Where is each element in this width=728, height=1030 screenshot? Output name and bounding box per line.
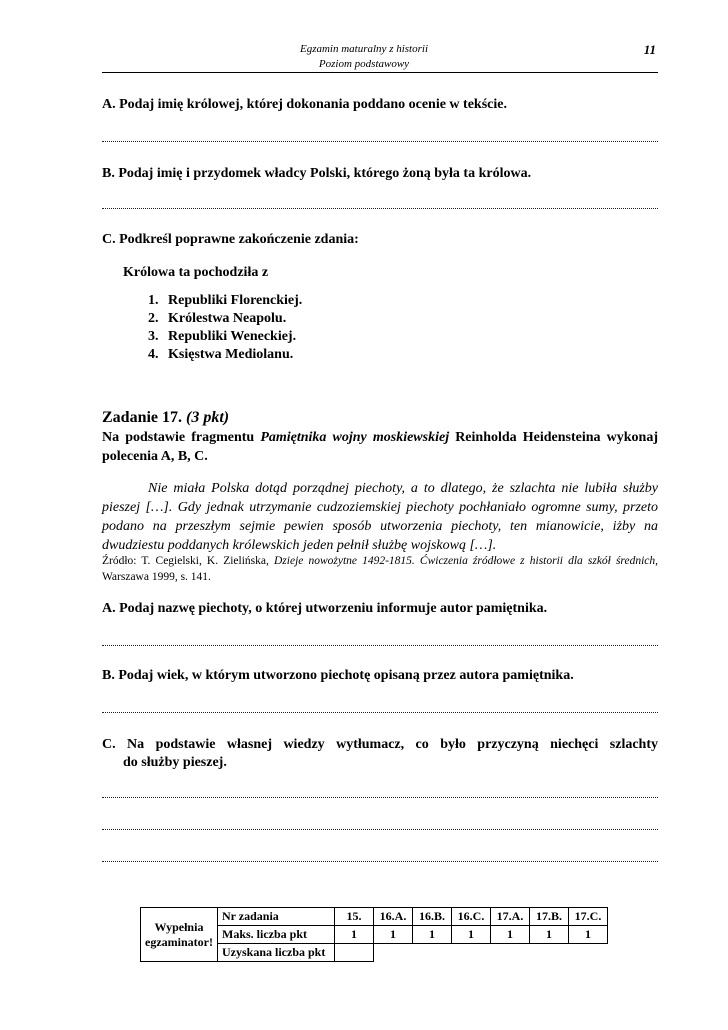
question-17c-line2: do służby pieszej. [123, 755, 227, 770]
max-points-cell: 1 [569, 926, 608, 944]
instruction-pre: Na podstawie fragmentu [102, 430, 261, 445]
source-quote: Nie miała Polska dotąd porządnej piechoty, a to dlatego, że szlachta nie lubiła służby pieszej […]. Gdy jednak utrzymanie cudzoziemskiej piechoty pochłaniało ogromne sumy, przeto podano na przeszłym sejmie pewien sposób utworzenia piechoty, ten mianowicie, iżby na dwudziestu poddanych królewskich jeden pełnił służbę wojskową […]. [102, 481, 658, 553]
task-number-cell: 17.C. [569, 908, 608, 926]
header-divider [102, 72, 658, 73]
answer-line-17b[interactable] [102, 712, 658, 713]
row-label-obtained-points: Uzyskana liczba pkt [218, 944, 335, 962]
max-points-cell: 1 [413, 926, 452, 944]
option-number: 2. [148, 311, 159, 326]
option-number: 3. [148, 329, 159, 344]
max-points-cell: 1 [335, 926, 374, 944]
option-text: Republiki Florenckiej. [168, 293, 303, 308]
row-label-max-points: Maks. liczba pkt [218, 926, 335, 944]
examiner-label-1: Wypełnia [154, 919, 204, 934]
header-exam-title: Egzamin maturalny z historii [299, 43, 429, 55]
question-16a: A. Podaj imię królowej, której dokonania poddano ocenie w tekście. [102, 97, 507, 112]
source-citation [102, 553, 658, 585]
task-17-points: (3 pkt) [186, 409, 230, 426]
max-points-cell: 1 [452, 926, 491, 944]
answer-line-17c-1[interactable] [102, 797, 658, 798]
answer-line-17a[interactable] [102, 645, 658, 646]
question-16c-intro: Królowa ta pochodziła z [123, 265, 269, 280]
task-17-instruction [102, 428, 658, 466]
task-number-cell: 15. [335, 908, 374, 926]
task-number-cell: 17.B. [530, 908, 569, 926]
max-points-cell: 1 [530, 926, 569, 944]
header-level: Poziom podstawowy [318, 58, 410, 70]
row-label-task-number: Nr zadania [218, 908, 335, 926]
source-post: , Warszawa 1999, s. 141. [102, 555, 659, 583]
option-text: Księstwa Mediolanu. [168, 347, 294, 362]
instruction-post: Reinholda Heidensteina wykonaj polecenia A, B, C. [102, 430, 658, 464]
instruction-title: Pamiętnika wojny moskiewskiej [260, 430, 450, 445]
page-header [200, 42, 528, 72]
question-16b: B. Podaj imię i przydomek władcy Polski, którego żoną była ta królowa. [102, 166, 532, 181]
max-points-cell: 1 [491, 926, 530, 944]
task-17-label: Zadanie 17. [102, 409, 183, 426]
option-4[interactable] [148, 346, 302, 364]
max-points-cell: 1 [374, 926, 413, 944]
option-number: 4. [148, 347, 159, 362]
empty-area [374, 944, 608, 962]
option-text: Republiki Weneckiej. [168, 329, 297, 344]
answer-line-16b[interactable] [102, 208, 658, 209]
answer-line-17c-3[interactable] [102, 861, 658, 862]
question-17a: A. Podaj nazwę piechoty, o której utworzeniu informuje autor pamiętnika. [102, 601, 548, 616]
option-3[interactable] [148, 328, 302, 346]
question-17c-line1: C. Na podstawie własnej wiedzy wytłumacz, co było przyczyną niechęci szlachty [102, 737, 658, 752]
task-number-cell: 16.C. [452, 908, 491, 926]
option-text: Królestwa Neapolu. [168, 311, 287, 326]
source-title: Dzieje nowożytne 1492-1815. Ćwiczenia źródłowe z historii dla szkół średnich [273, 555, 656, 567]
task-number-cell: 17.A. [491, 908, 530, 926]
option-1[interactable] [148, 292, 302, 310]
task-17-title [102, 409, 229, 427]
task-number-cell: 16.A. [374, 908, 413, 926]
question-17b: B. Podaj wiek, w którym utworzono piechotę opisaną przez autora pamiętnika. [102, 668, 574, 683]
score-table [140, 907, 608, 962]
page-number: 11 [643, 42, 656, 57]
source-pre: Źródło: T. Cegielski, K. Zielińska, [102, 555, 274, 567]
task-number-cell: 16.B. [413, 908, 452, 926]
examiner-cell [141, 908, 218, 962]
answer-line-16a[interactable] [102, 141, 658, 142]
examiner-label-2: egzaminator! [145, 934, 213, 949]
answer-line-17c-2[interactable] [102, 829, 658, 830]
option-2[interactable] [148, 310, 302, 328]
option-number: 1. [148, 293, 159, 308]
options-list [148, 292, 302, 364]
question-16c: C. Podkreśl poprawne zakończenie zdania: [102, 232, 359, 247]
obtained-points-cell[interactable] [335, 944, 374, 962]
